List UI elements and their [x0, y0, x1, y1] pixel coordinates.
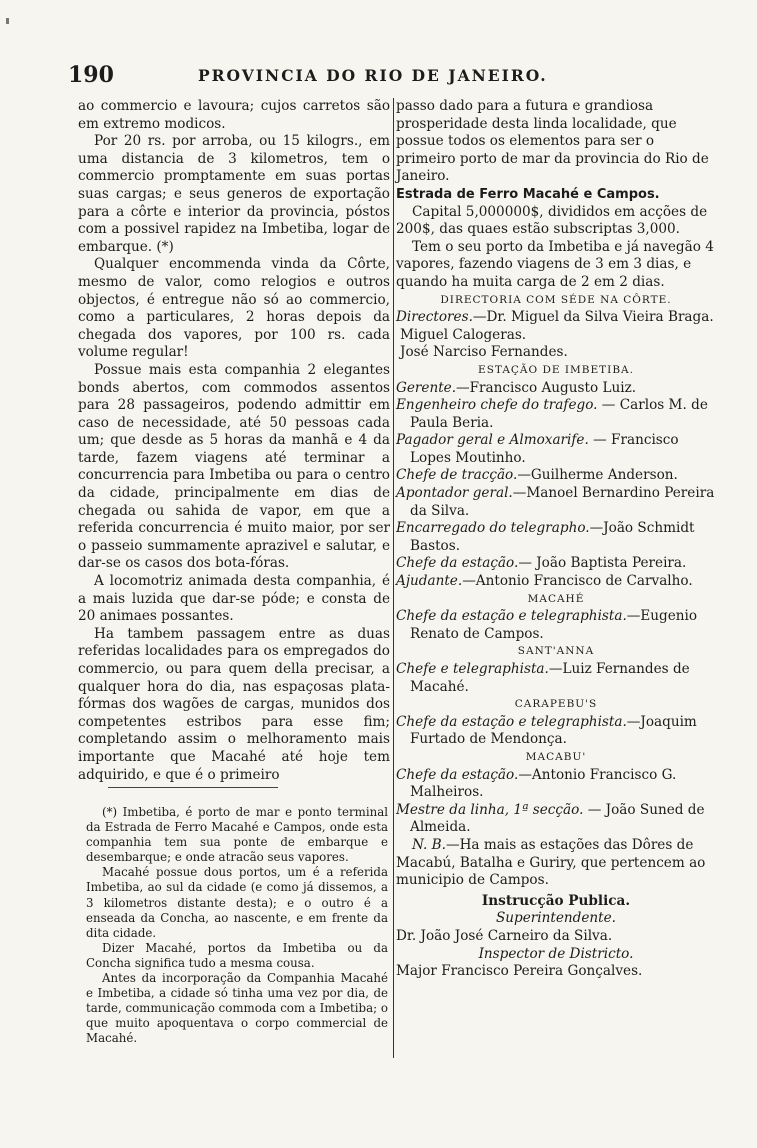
role-label: Apontador geral. [396, 485, 513, 502]
staff-name: João Schmidt Bastos. [410, 520, 695, 554]
footnotes [86, 805, 388, 1047]
staff-entry: Chefe de tracção.—Guilherme Anderson. [396, 467, 678, 484]
staff-entry: Ajudante.—Antonio Francisco de Carvalho. [396, 573, 693, 590]
board-heading: DIRECTORIA COM SÉDE NA CÔRTE. [440, 293, 672, 306]
role-label: Mestre da linha, 1ª secção. [396, 801, 584, 818]
staff-name: João Baptista Pereira. [536, 555, 687, 572]
footnote-rule [108, 787, 278, 788]
paragraph: passo dado para a futura e grandiosa prosperidade desta linda localidade, que possue todos os elementos para ser o primeiro porto de mar da provincia do Rio de Janeiro. [396, 98, 709, 185]
staff-name: Guilherme Anderson. [530, 467, 678, 484]
inspector-role: Inspector de Districto. [478, 945, 634, 962]
nb-note: N. B.—Ha mais as estações das Dôres de Macabú, Batalha e Guriry, que pertencem ao municipio de Campos. [396, 836, 706, 889]
station-heading: SANT'ANNA [517, 645, 595, 658]
page-number: 190 [68, 62, 114, 88]
staff-entry: Chefe da estação.— João Baptista Pereira. [396, 555, 687, 572]
paragraph: Possue mais esta companhia 2 elegantes bonds abertos, com commodos assentos para 28 passageiros, podendo admittir em caso de necessidade, até 50 pessoas cada um; que desde as 5 horas da manhã e 4 da tarde, fazem viagens até terminar a concurrencia para Imbetiba ou para o centro da cidade, principalmente em dias de chegada ou sahida de vapor, em que a referida concurrencia é muito maior, por ser o passeio summamente aprazivel e salutar, e dar-se os casos dos bota-fóras. [78, 361, 390, 572]
staff-name: Luiz Fernandes de Macahé. [410, 661, 690, 695]
staff-name: João Suned de Almeida. [410, 801, 705, 836]
station-heading: CARAPEBU'S [514, 698, 598, 711]
margin-mark [6, 18, 9, 24]
role-label: Directores. [396, 309, 473, 326]
capital-paragraph: Capital 5,000000$, divididos em acções de 200$, das quaes estão subscriptas 3,000. [396, 203, 708, 238]
paragraph: ao commercio e lavoura; cujos carretos são em extremo modicos. [78, 98, 390, 132]
role-label: Chefe de tracção. [396, 467, 518, 484]
role-label: Chefe da estação. [396, 766, 519, 783]
staff-entry: Pagador geral e Almoxarife. — Francisco Lopes Moutinho. [396, 432, 679, 466]
role-label: Chefe da estação e telegraphista. [396, 713, 627, 730]
staff-name: Francisco Augusto Luiz. [469, 379, 637, 396]
nb-label: N. B. [412, 836, 446, 853]
role-label: Engenheiro chefe do trafego. [396, 397, 598, 414]
role-label: Gerente. [396, 379, 457, 396]
nb-text: Ha mais as estações das Dôres de Macabú, Batalha e Guriry, que pertencem ao municipio de Campos. [396, 836, 706, 889]
staff-entry: Engenheiro chefe do trafego. — Carlos M. de Paula Beria. [396, 397, 708, 431]
inspector-name: Major Francisco Pereira Gonçalves. [396, 963, 643, 980]
director-name: Miguel Calogeras. [400, 326, 527, 343]
running-title: PROVINCIA DO RIO DE JANEIRO. [198, 66, 548, 85]
role-label: Ajudante. [396, 573, 463, 590]
paragraph: Qualquer encommenda vinda da Côrte, mesmo de valor, como relogios e outros objectos, é entregue não só ao commercio, como a particulares, 2 horas depois da chegada dos vapores, por 100 rs. cada volume regular! [78, 256, 390, 361]
footnote: Dizer Macahé, portos da Imbetiba ou da Concha significa tudo a mesma cousa. [86, 940, 388, 970]
staff-entry: Chefe e telegraphista.—Luiz Fernandes de Macahé. [396, 661, 690, 695]
staff-name: Antonio Francisco de Carvalho. [475, 573, 693, 590]
role-label: Chefe e telegraphista. [396, 661, 549, 677]
staff-name: Antonio Francisco G. Malheiros. [410, 766, 677, 801]
role-label: Pagador geral e Almoxarife. [396, 432, 589, 449]
staff-name: Manoel Bernardino Pereira da Silva. [410, 485, 715, 519]
role-label: Chefe da estação e telegraphista. [396, 608, 627, 625]
director-name: Dr. Miguel da Silva Vieira Braga. [486, 309, 714, 326]
staff-name: Carlos M. de Paula Beria. [410, 397, 708, 431]
staff-entry: Chefe da estação.—Antonio Francisco G. Malheiros. [396, 766, 677, 801]
station-heading: ESTAÇÃO DE IMBETIBA. [478, 363, 634, 376]
superintendent-role: Superintendente. [495, 910, 616, 927]
railway-heading: Estrada de Ferro Macahé e Campos. [396, 186, 660, 202]
staff-name: Francisco Lopes Moutinho. [410, 432, 679, 466]
staff-entry: Chefe da estação e telegraphista.—Joaquim Furtado de Mendonça. [396, 713, 697, 748]
staff-entry: Mestre da linha, 1ª secção. — João Suned de Almeida. [396, 801, 705, 836]
instruction-heading: Instrucção Publica. [481, 892, 631, 909]
role-label: Encarregado do telegrapho. [396, 520, 590, 537]
staff-entry: Encarregado do telegrapho.—João Schmidt Bastos. [396, 520, 695, 554]
staff-entry: Gerente.—Francisco Augusto Luiz. [396, 379, 637, 396]
footnote: Antes da incorporação da Companhia Macahé e Imbetiba, a cidade só tinha uma vez por dia, de tarde, communicação commoda com a Imbetiba; o que muito apoquentava o corpo commercial de Macahé. [86, 971, 388, 1046]
port-paragraph: Tem o seu porto da Imbetiba e já navegão 4 vapores, fazendo viagens de 3 em 3 dias, e quando ha muita carga de 2 em 2 dias. [396, 238, 714, 290]
role-label: Chefe da estação. [396, 555, 519, 572]
director-name: José Narciso Fernandes. [400, 344, 568, 361]
footnote: Macahé possue dous portos, um é a referida Imbetiba, ao sul da cidade (e como já dissemos, a 3 kilometros distante desta); e o outro é a enseada da Concha, ao nascente, e em frente da dita cidade. [86, 865, 388, 940]
left-column [78, 98, 390, 784]
station-heading: MACAHÉ [527, 592, 585, 605]
superintendent-name: Dr. João José Carneiro da Silva. [396, 927, 613, 944]
staff-name: Eugenio Renato de Campos. [410, 608, 698, 642]
page-header [68, 62, 710, 86]
paragraph: Por 20 rs. por arroba, ou 15 kilogrs., em uma distancia de 3 kilometros, tem o commercio promptamente em suas portas suas cargas; e seus generos de exportação para a côrte e interior da provincia, póstos com a possivel rapidez na Imbetiba, logar de embarque. (*) [78, 133, 390, 255]
paragraph: A locomotriz animada desta companhia, é a mais luzida que dar-se póde; e consta de 20 animaes possantes. [78, 573, 390, 625]
footnote: (*) Imbetiba, é porto de mar e ponto terminal da Estrada de Ferro Macahé e Campos, onde esta companhia tem sua ponte de embarque e desembarque; e onde atracão seus vapores. [86, 805, 388, 865]
station-heading: MACABU' [525, 750, 587, 763]
staff-entry: Apontador geral.—Manoel Bernardino Pereira da Silva. [396, 485, 715, 519]
staff-entry: Chefe da estação e telegraphista.—Eugenio Renato de Campos. [396, 608, 698, 642]
right-column [396, 98, 716, 981]
staff-name: Joaquim Furtado de Mendonça. [410, 713, 697, 748]
column-divider [393, 98, 394, 1058]
paragraph: Ha tambem passagem entre as duas referidas localidades para os empregados do commercio, ou para quem della precisar, a qualquer hora do dia, nas espaçosas plata-fórmas dos wagões de cargas, munidos dos competentes estribos para esse fim; completando assim o melhoramento mais importante que Macahé até hoje tem adquirido, e que é o primeiro [78, 625, 390, 783]
directors-entry: Directores.—Dr. Miguel da Silva Vieira Braga. [396, 309, 714, 326]
